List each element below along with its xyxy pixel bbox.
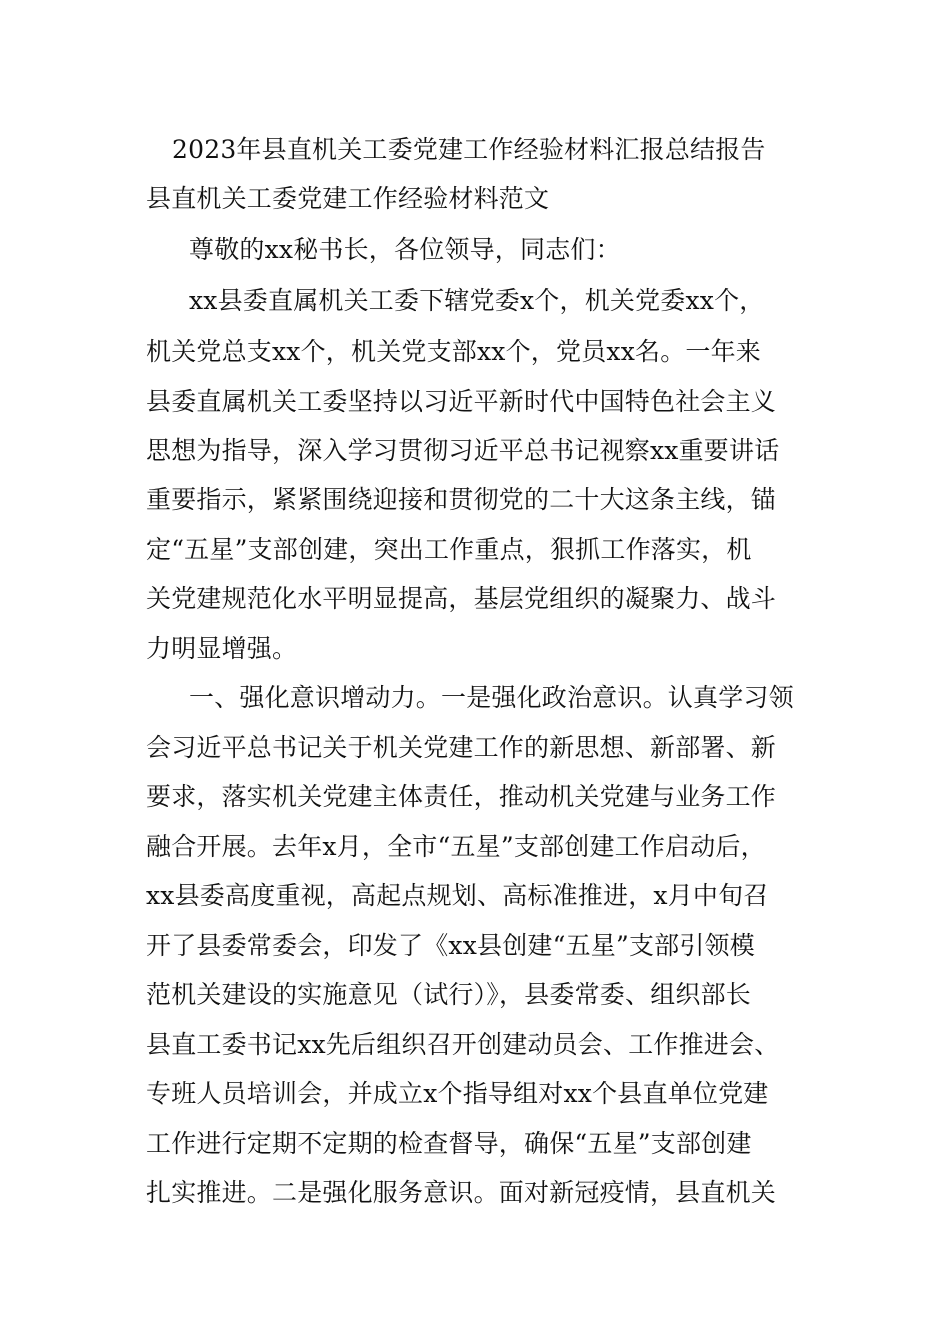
paragraph-line: 力明显增强。	[146, 634, 298, 663]
document-subtitle: 县直机关工委党建工作经验材料范文	[146, 184, 550, 213]
paragraph-line: 一、强化意识增动力。一是强化政治意识。认真学习领	[189, 683, 794, 712]
paragraph-line: 思想为指导，深入学习贯彻习近平总书记视察xx重要讲话	[146, 436, 780, 465]
paragraph-line: xx县委高度重视，高起点规划、高标准推进，x月中旬召	[146, 881, 769, 910]
paragraph-line: 开了县委常委会，印发了《xx县创建“五星”支部引领模	[146, 931, 755, 960]
paragraph-line: xx县委直属机关工委下辖党委x个，机关党委xx个，	[189, 286, 765, 315]
paragraph-line: 会习近平总书记关于机关党建工作的新思想、新部署、新	[146, 733, 777, 762]
paragraph-line: 范机关建设的实施意见（试行）》，县委常委、组织部长	[146, 980, 752, 1009]
paragraph-line: 扎实推进。二是强化服务意识。面对新冠疫情，县直机关	[146, 1178, 777, 1207]
paragraph-line: 县委直属机关工委坚持以习近平新时代中国特色社会主义	[146, 387, 777, 416]
paragraph-line: 重要指示，紧紧围绕迎接和贯彻党的二十大这条主线，锚	[146, 485, 777, 514]
paragraph-line: 机关党总支xx个，机关党支部xx个，党员xx名。一年来	[146, 337, 761, 366]
paragraph-line: 专班人员培训会，并成立x个指导组对xx个县直单位党建	[146, 1079, 769, 1108]
paragraph-line: 关党建规范化水平明显提高，基层党组织的凝聚力、战斗	[146, 584, 777, 613]
paragraph-line: 要求，落实机关党建主体责任，推动机关党建与业务工作	[146, 782, 777, 811]
document-title: 2023年县直机关工委党建工作经验材料汇报总结报告	[172, 135, 766, 164]
paragraph-line: 工作进行定期不定期的检查督导，确保“五星”支部创建	[146, 1129, 752, 1158]
paragraph-line: 县直工委书记xx先后组织召开创建动员会、工作推进会、	[146, 1030, 780, 1059]
salutation: 尊敬的xx秘书长，各位领导，同志们：	[189, 235, 621, 264]
paragraph-line: 融合开展。去年x月，全市“五星”支部创建工作启动后，	[146, 832, 766, 861]
paragraph-line: 定“五星”支部创建，突出工作重点，狠抓工作落实，机	[146, 535, 752, 564]
